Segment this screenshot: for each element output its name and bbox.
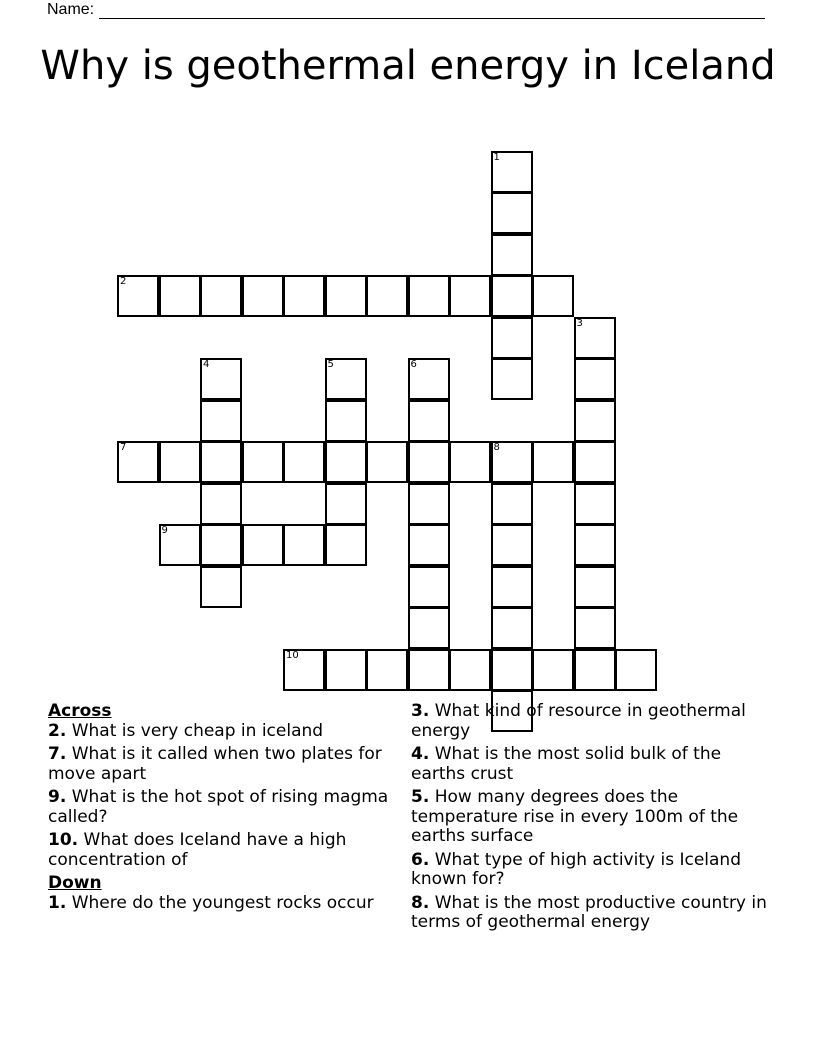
clue-item-text: What is the hot spot of rising magma called? xyxy=(48,787,389,827)
clue-item xyxy=(48,894,393,914)
grid-cell[interactable] xyxy=(325,483,367,525)
grid-cell[interactable] xyxy=(200,275,242,317)
down-clue-list xyxy=(48,894,393,914)
clue-number: 9 xyxy=(161,525,168,536)
grid-cell[interactable] xyxy=(491,358,533,400)
grid-cell[interactable] xyxy=(615,649,657,691)
grid-cell[interactable] xyxy=(408,524,450,566)
clue-item-text: How many degrees does the temperature rise in every 100m of the earths surface xyxy=(411,787,739,846)
grid-cell[interactable] xyxy=(159,275,201,317)
grid-cell[interactable] xyxy=(283,649,325,691)
clue-item-number: 8. xyxy=(411,892,430,913)
clue-number: 8 xyxy=(493,442,500,453)
grid-cell[interactable] xyxy=(532,441,574,483)
grid-cell[interactable] xyxy=(408,358,450,400)
grid-cell[interactable] xyxy=(449,275,491,317)
grid-cell[interactable] xyxy=(408,607,450,649)
grid-cell[interactable] xyxy=(408,649,450,691)
clue-item-number: 4. xyxy=(411,744,430,764)
clue-number: 1 xyxy=(493,151,500,163)
grid-cell[interactable] xyxy=(283,524,325,566)
clue-item-text: What is the most productive country in terms of geothermal energy xyxy=(411,892,767,932)
clues-left-column xyxy=(48,702,393,917)
clue-item xyxy=(48,745,393,784)
grid-cell[interactable] xyxy=(325,400,367,442)
clue-item-number: 7. xyxy=(48,744,67,764)
grid-cell[interactable] xyxy=(366,649,408,691)
grid-cell[interactable] xyxy=(159,524,201,566)
across-heading: Across xyxy=(48,701,112,721)
clue-number: 2 xyxy=(120,276,127,287)
grid-cell[interactable] xyxy=(200,358,242,400)
clue-item-text: What is the most solid bulk of the earths crust xyxy=(411,744,722,784)
grid-cell[interactable] xyxy=(574,441,616,483)
clue-item xyxy=(411,702,776,741)
clue-item xyxy=(48,831,393,870)
clue-item xyxy=(48,788,393,827)
clue-item-number: 1. xyxy=(48,892,67,913)
grid-cell[interactable] xyxy=(491,441,533,483)
grid-cell[interactable] xyxy=(325,358,367,400)
clue-item-number: 6. xyxy=(411,849,430,870)
clue-number: 4 xyxy=(203,359,210,370)
grid-cell[interactable] xyxy=(574,400,616,442)
clue-number: 3 xyxy=(576,317,583,329)
grid-cell[interactable] xyxy=(283,441,325,483)
grid-cell[interactable] xyxy=(159,441,201,483)
grid-cell[interactable] xyxy=(283,275,325,317)
grid-cell[interactable] xyxy=(491,566,533,608)
clue-number: 5 xyxy=(327,359,334,370)
grid-cell[interactable] xyxy=(325,441,367,483)
grid-cell[interactable] xyxy=(574,566,616,608)
grid-cell[interactable] xyxy=(408,566,450,608)
clue-item xyxy=(411,788,776,847)
clue-item-text: What kind of resource in geothermal energy xyxy=(411,701,746,741)
page-title: Why is geothermal energy in Iceland xyxy=(40,43,776,89)
grid-cell[interactable] xyxy=(491,524,533,566)
down-heading: Down xyxy=(48,873,102,893)
grid-cell[interactable] xyxy=(408,483,450,525)
clue-item-number: 9. xyxy=(48,787,67,807)
grid-cell[interactable] xyxy=(574,483,616,525)
name-label: Name: xyxy=(47,1,95,18)
grid-cell[interactable] xyxy=(200,483,242,525)
grid-cell[interactable] xyxy=(491,234,533,276)
clue-number: 6 xyxy=(410,359,417,370)
grid-cell[interactable] xyxy=(491,151,533,193)
grid-cell[interactable] xyxy=(574,607,616,649)
clue-item-number: 10. xyxy=(48,830,79,850)
grid-cell[interactable] xyxy=(491,607,533,649)
grid-cell[interactable] xyxy=(574,649,616,691)
grid-cell[interactable] xyxy=(491,649,533,691)
grid-cell[interactable] xyxy=(408,400,450,442)
grid-cell[interactable] xyxy=(200,400,242,442)
clue-item-text: What is it called when two plates for move apart xyxy=(48,744,382,784)
clue-item-text: What is very cheap in iceland xyxy=(66,720,324,741)
grid-cell[interactable] xyxy=(325,275,367,317)
grid-cell[interactable] xyxy=(574,317,616,359)
clue-item-number: 3. xyxy=(411,701,430,721)
grid-cell[interactable] xyxy=(449,649,491,691)
grid-cell[interactable] xyxy=(200,524,242,566)
down-clue-list-continued xyxy=(411,702,776,933)
grid-cell[interactable] xyxy=(325,524,367,566)
grid-cell[interactable] xyxy=(491,483,533,525)
clue-item xyxy=(411,745,776,784)
grid-cell[interactable] xyxy=(574,358,616,400)
clue-item-text: Where do the youngest rocks occur xyxy=(66,892,374,913)
clue-item-number: 2. xyxy=(48,720,67,741)
grid-cell[interactable] xyxy=(408,275,450,317)
grid-cell[interactable] xyxy=(366,275,408,317)
grid-cell[interactable] xyxy=(366,441,408,483)
grid-cell[interactable] xyxy=(491,317,533,359)
grid-cell[interactable] xyxy=(325,649,367,691)
grid-cell[interactable] xyxy=(117,441,159,483)
grid-cell[interactable] xyxy=(117,275,159,317)
grid-cell[interactable] xyxy=(491,192,533,234)
clue-item xyxy=(411,894,776,933)
clue-item-number: 5. xyxy=(411,787,430,807)
clue-item xyxy=(48,722,393,742)
grid-cell[interactable] xyxy=(200,441,242,483)
clue-number: 7 xyxy=(120,442,127,453)
grid-cell[interactable] xyxy=(200,566,242,608)
grid-cell[interactable] xyxy=(574,524,616,566)
clue-item xyxy=(411,851,776,890)
grid-cell[interactable] xyxy=(242,441,284,483)
clue-item-text: What does Iceland have a high concentration of xyxy=(48,830,347,870)
across-clue-list xyxy=(48,722,393,871)
grid-cell[interactable] xyxy=(491,275,533,317)
clue-item-text: What type of high activity is Iceland known for? xyxy=(411,849,741,889)
grid-cell[interactable] xyxy=(532,275,574,317)
grid-cell[interactable] xyxy=(242,524,284,566)
clues-right-column xyxy=(411,702,776,937)
grid-cell[interactable] xyxy=(242,275,284,317)
grid-cell[interactable] xyxy=(449,441,491,483)
clue-number: 10 xyxy=(286,649,299,661)
grid-cell[interactable] xyxy=(532,649,574,691)
grid-cell[interactable] xyxy=(408,441,450,483)
